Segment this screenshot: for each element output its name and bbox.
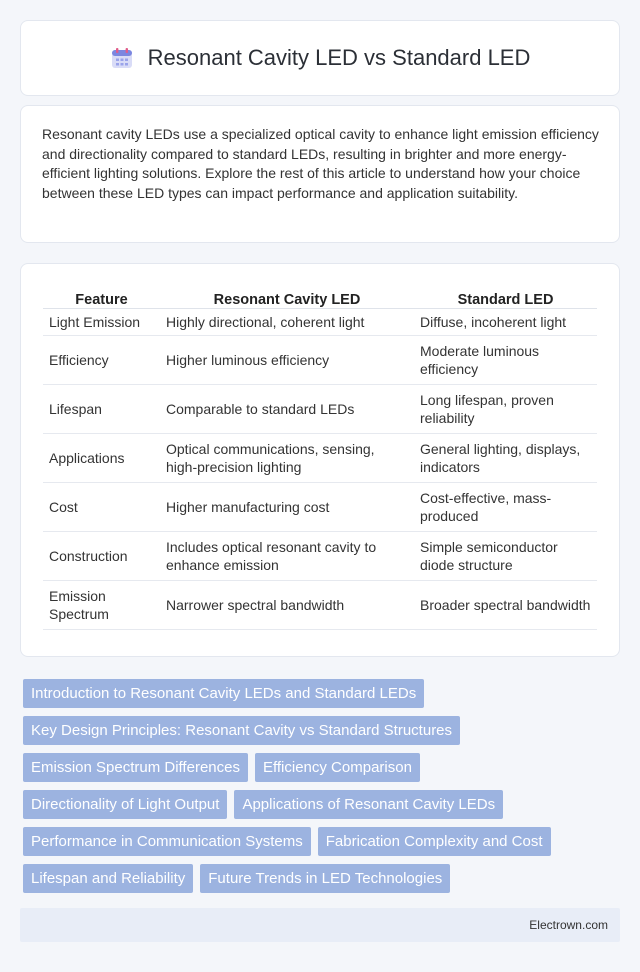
table-cell: Long lifespan, proven reliability <box>414 385 597 434</box>
table-row <box>43 434 597 483</box>
intro-text: Resonant cavity LEDs use a specialized optical cavity to enhance light emission efficiency and directionality compared to standard LEDs, resulting in brighter and more energy-efficient lighting solutions. Explore the rest of this article to understand how your choice between these LED types can impact performance and application suitability. <box>42 126 599 201</box>
link-fabrication-cost[interactable]: Fabrication Complexity and Cost <box>318 827 551 856</box>
table-cell: Diffuse, incoherent light <box>414 309 597 336</box>
title-card <box>20 20 620 96</box>
link-row <box>23 753 623 782</box>
comparison-table-card <box>20 263 620 657</box>
header-resonant-cavity-led: Resonant Cavity LED <box>160 285 414 309</box>
table-cell: Light Emission <box>43 309 160 336</box>
table-row <box>43 532 597 581</box>
table-header-row <box>43 285 597 309</box>
table-cell: Includes optical resonant cavity to enhance emission <box>160 532 414 581</box>
link-row <box>23 827 623 856</box>
table-cell: Construction <box>43 532 160 581</box>
page-title: Resonant Cavity LED vs Standard LED <box>147 45 531 70</box>
link-emission-spectrum[interactable]: Emission Spectrum Differences <box>23 753 248 782</box>
table-cell: General lighting, displays, indicators <box>414 434 597 483</box>
link-applications[interactable]: Applications of Resonant Cavity LEDs <box>234 790 503 819</box>
table-cell: Emission Spectrum <box>43 581 160 630</box>
table-row <box>43 336 597 385</box>
table-cell: Comparable to standard LEDs <box>160 385 414 434</box>
link-key-design-principles[interactable]: Key Design Principles: Resonant Cavity vs Standard Structures <box>23 716 460 745</box>
link-row <box>23 679 623 708</box>
link-lifespan-reliability[interactable]: Lifespan and Reliability <box>23 864 193 893</box>
calendar-icon <box>110 46 134 70</box>
header-standard-led: Standard LED <box>414 285 597 309</box>
header-feature: Feature <box>43 285 160 309</box>
related-links <box>23 679 623 901</box>
table-row <box>43 483 597 532</box>
link-performance-communication[interactable]: Performance in Communication Systems <box>23 827 311 856</box>
link-row <box>23 716 623 745</box>
link-efficiency-comparison[interactable]: Efficiency Comparison <box>255 753 420 782</box>
table-cell: Moderate luminous efficiency <box>414 336 597 385</box>
link-row <box>23 790 623 819</box>
intro-card <box>20 105 620 243</box>
link-row <box>23 864 623 893</box>
table-cell: Higher manufacturing cost <box>160 483 414 532</box>
footer-site-name[interactable]: Electrown.com <box>529 918 608 932</box>
table-cell: Efficiency <box>43 336 160 385</box>
comparison-table <box>43 285 597 630</box>
table-cell: Lifespan <box>43 385 160 434</box>
table-cell: Optical communications, sensing, high-precision lighting <box>160 434 414 483</box>
table-cell: Cost-effective, mass-produced <box>414 483 597 532</box>
table-cell: Cost <box>43 483 160 532</box>
link-introduction[interactable]: Introduction to Resonant Cavity LEDs and Standard LEDs <box>23 679 424 708</box>
table-row <box>43 385 597 434</box>
table-row <box>43 309 597 336</box>
link-directionality[interactable]: Directionality of Light Output <box>23 790 227 819</box>
table-cell: Broader spectral bandwidth <box>414 581 597 630</box>
footer <box>20 908 620 942</box>
table-cell: Simple semiconductor diode structure <box>414 532 597 581</box>
table-cell: Highly directional, coherent light <box>160 309 414 336</box>
link-future-trends[interactable]: Future Trends in LED Technologies <box>200 864 450 893</box>
table-cell: Higher luminous efficiency <box>160 336 414 385</box>
table-cell: Narrower spectral bandwidth <box>160 581 414 630</box>
table-row <box>43 581 597 630</box>
table-cell: Applications <box>43 434 160 483</box>
